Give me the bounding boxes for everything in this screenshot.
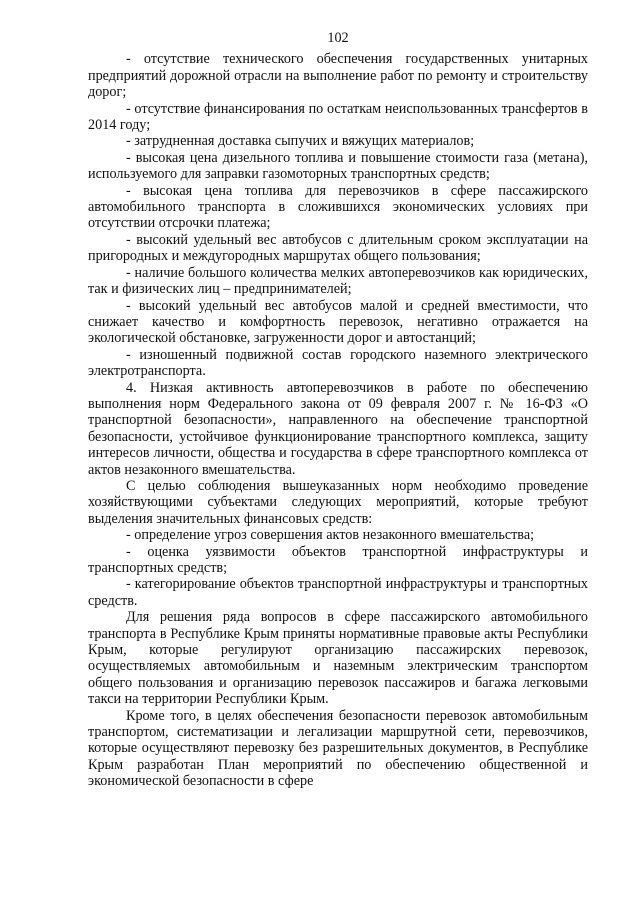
paragraph: - категорирование объектов транспортной инфраструктуры и транспортных средств. (88, 576, 588, 609)
paragraph: Кроме того, в целях обеспечения безопасности перевозок автомобильным транспортом, систематизации и легализации маршрутной сети, перевозчиков, которые осуществляют перевозку без разрешительных документов, в Республике Крым разработан План мероприятий по обеспечению общественной и экономической безопасности в сфере (88, 707, 588, 790)
paragraph: - высокий удельный вес автобусов малой и средней вместимости, что снижает качество и комфортность перевозок, негативно отражается на экологической обстановке, загруженности дорог и автостанций; (88, 297, 588, 347)
page-number: 102 (327, 30, 349, 46)
paragraph: - наличие большого количества мелких автоперевозчиков как юридических, так и физических лиц – предпринимателей; (88, 264, 588, 298)
paragraph: - высокий удельный вес автобусов с длительным сроком эксплуатации на пригородных и междугородных маршрутах общего пользования; (88, 231, 588, 265)
paragraph: - изношенный подвижной состав городского наземного электрического электротранспорта. (88, 346, 588, 380)
paragraph: С целью соблюдения вышеуказанных норм необходимо проведение хозяйствующими субъектами следующих мероприятий, которые требуют выделения значительных финансовых средств: (88, 477, 588, 527)
paragraph: - оценка уязвимости объектов транспортной инфраструктуры и транспортных средств; (88, 543, 588, 576)
paragraph: - затрудненная доставка сыпучих и вяжущих материалов; (126, 133, 475, 150)
paragraph: - определение угроз совершения актов незаконного вмешательства; (126, 527, 535, 544)
paragraph: 4. Низкая активность автоперевозчиков в работе по обеспечению выполнения норм Федерального закона от 09 февраля 2007 г. № 16-ФЗ «О транспортной безопасности», направленного на обеспечение транспортной безопасности, устойчивое функционирование транспортного комплекса, защиту интересов личности, общества и государства в сфере транспортного комплекса от актов незаконного вмешательства. (88, 379, 588, 478)
paragraph: - отсутствие финансирования по остаткам неиспользованных трансфертов в 2014 году; (88, 100, 588, 134)
paragraph: - высокая цена топлива для перевозчиков в сфере пассажирского автомобильного транспорта в сложившихся экономических условиях при отсутствии отсрочки платежа; (88, 182, 588, 232)
paragraph: Для решения ряда вопросов в сфере пассажирского автомобильного транспорта в Республике Крым приняты нормативные правовые акты Республики Крым, которые регулируют организацию пассажирских перевозок, осуществляемых автомобильным и наземным электрическим транспортом общего пользования и организацию перевозок пассажиров и багажа легковыми такси на территории Республики Крым. (88, 609, 588, 708)
document-page (88, 30, 588, 790)
paragraph: - отсутствие технического обеспечения государственных унитарных предприятий дорожной отрасли на выполнение работ по ремонту и строительству дорог; (88, 51, 588, 101)
paragraph: - высокая цена дизельного топлива и повышение стоимости газа (метана), используемого для заправки газомоторных транспортных средств; (88, 149, 588, 183)
